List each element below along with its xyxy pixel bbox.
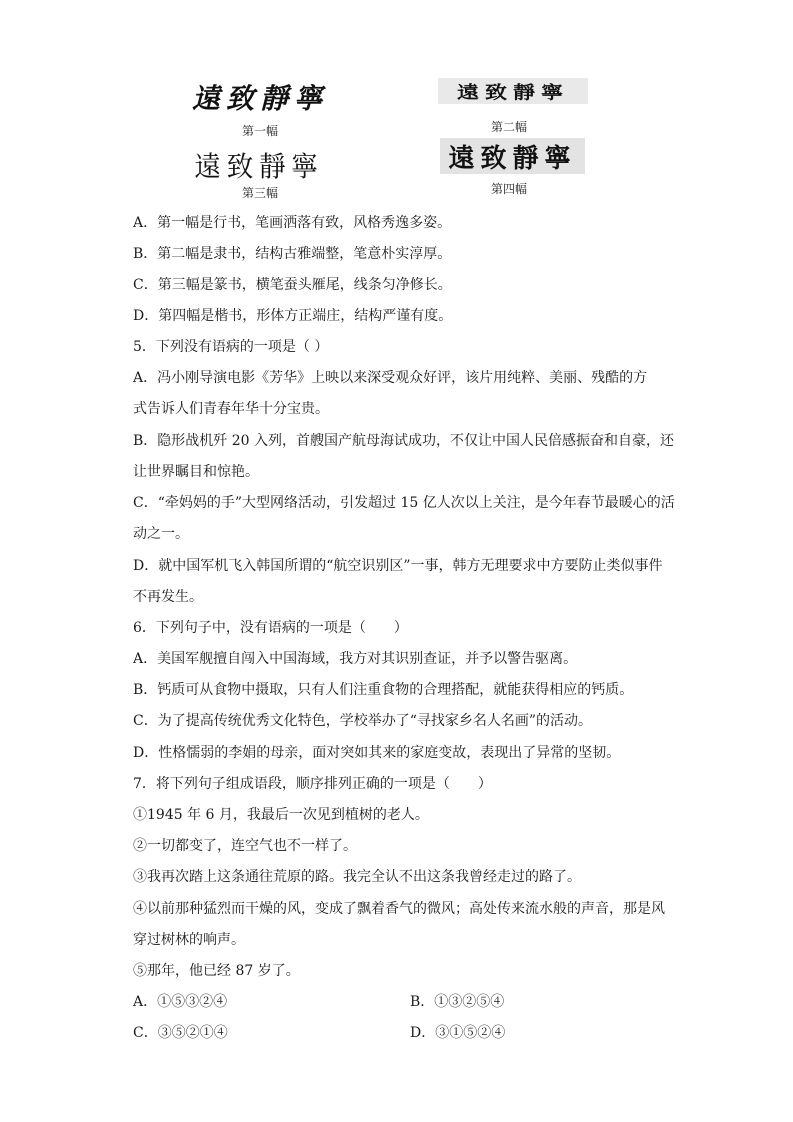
q5-line: A．冯小刚导演电影《芳华》上映以来深受观众好评，该片用纯粹、美丽、残酷的方 <box>133 370 648 386</box>
figure-caption: 第四幅 <box>490 182 527 196</box>
q5-line: D．就中国军机飞入韩国所谓的“航空识别区”一事，韩方无理要求中方要防止类似事件 <box>133 558 663 574</box>
calligraphy-figure-3 <box>182 148 337 182</box>
q5-line: 式告诉人们青春年华十分宝贵。 <box>133 401 329 417</box>
q7-line: ⑤那年，他已经 87 岁了。 <box>133 963 300 979</box>
q5-line: C．“牵妈妈的手”大型网络活动，引发超过 15 亿人次以上关注，是今年春节最暖心的活 <box>133 495 675 511</box>
calligraphy-figure-2 <box>438 78 588 104</box>
figure-caption: 第二幅 <box>490 120 527 134</box>
calligraphy-chars: 遠致靜寧 <box>456 81 569 103</box>
q7-stem: 7．将下列句子组成语段，顺序排列正确的一项是（ ） <box>133 776 492 792</box>
q5-stem: 5．下列没有语病的一项是（ ） <box>133 339 329 355</box>
calligraphy-figure-1 <box>185 78 335 116</box>
q7-option-d: D．③①⑤②④ <box>410 1025 506 1041</box>
q7-line: ②一切都变了，连空气也不一样了。 <box>133 838 357 854</box>
q5-line: 不再发生。 <box>133 589 203 605</box>
figure-caption: 第三幅 <box>241 186 278 200</box>
q4-option-c: C．第三幅是篆书，横笔蚕头雁尾，线条匀净修长。 <box>133 277 452 293</box>
q5-line: 动之一。 <box>133 526 189 542</box>
q6-stem: 6．下列句子中，没有语病的一项是（ ） <box>133 620 408 636</box>
calligraphy-figure-4 <box>440 138 585 174</box>
q4-option-a: A．第一幅是行书，笔画洒落有致，风格秀逸多姿。 <box>133 215 452 231</box>
q7-line: ③我再次踏上这条通往荒原的路。我完全认不出这条我曾经走过的路了。 <box>133 869 581 885</box>
calligraphy-chars: 遠致靜寧 <box>448 143 577 174</box>
q6-line: B．钙质可从食物中摄取，只有人们注重食物的合理搭配，就能获得相应的钙质。 <box>133 682 634 698</box>
calligraphy-chars: 遠致靜寧 <box>194 150 325 182</box>
q7-option-a: A．①⑤③②④ <box>133 994 228 1010</box>
q6-line: A．美国军舰擅自闯入中国海域，我方对其识别查证，并予以警告驱离。 <box>133 651 578 667</box>
calligraphy-chars: 遠致靜寧 <box>191 82 328 115</box>
q7-option-c: C．③⑤②①④ <box>133 1025 228 1041</box>
q7-line: 穿过树林的响声。 <box>133 932 245 948</box>
q7-line: ④以前那种猛烈而干燥的风，变成了飘着香气的微风；高处传来流水般的声音，那是风 <box>133 901 665 917</box>
q7-option-b: B．①③②⑤④ <box>410 994 505 1010</box>
q4-option-b: B．第二幅是隶书，结构古雅端整，笔意朴实淳厚。 <box>133 246 452 262</box>
q5-line: B．隐形战机歼 20 入列，首艘国产航母海试成功，不仅让中国人民倍感振奋和自豪，还 <box>133 433 675 449</box>
q7-line: ①1945 年 6 月，我最后一次见到植树的老人。 <box>133 807 429 823</box>
q4-option-d: D．第四幅是楷书，形体方正端庄，结构严谨有度。 <box>133 308 453 324</box>
q5-line: 让世界瞩目和惊艳。 <box>133 464 259 480</box>
q6-line: C．为了提高传统优秀文化特色，学校举办了“寻找家乡名人名画”的活动。 <box>133 713 593 729</box>
q6-line: D．性格懦弱的李娟的母亲，面对突如其来的家庭变故，表现出了异常的坚韧。 <box>133 745 621 761</box>
figure-caption: 第一幅 <box>241 124 278 138</box>
